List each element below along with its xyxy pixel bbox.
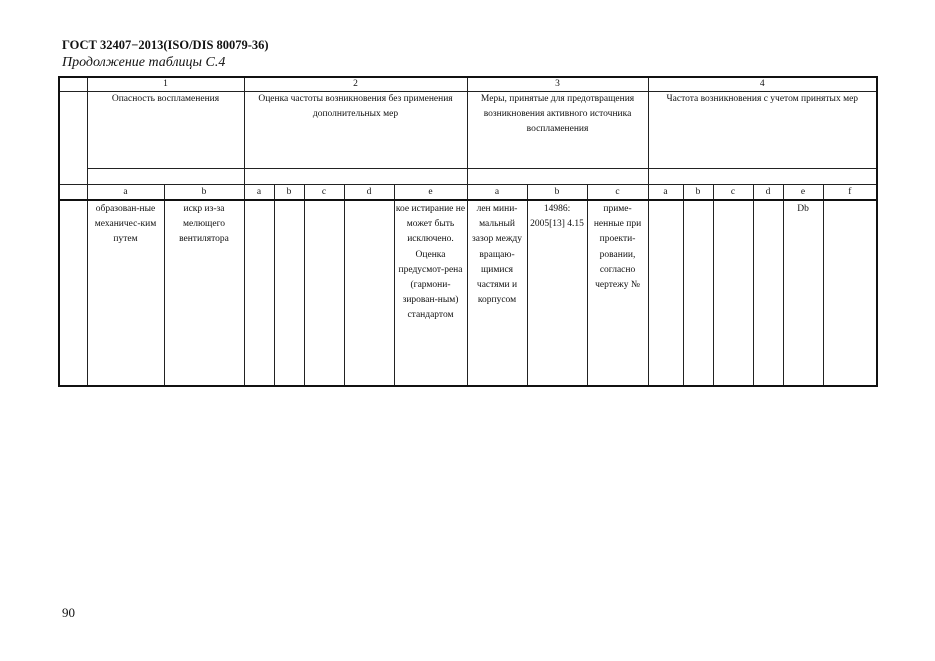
sub-letter: b [274,185,304,201]
sub-letter: a [87,185,164,201]
header-frequency-with-measures: Частота возникновения с учетом принятых мер [648,92,877,169]
cell-freq-after-e: Db [783,200,823,386]
sub-letter: a [648,185,683,201]
cell-freq-a [244,200,274,386]
sub-letter: c [713,185,753,201]
cell-freq-after-a [648,200,683,386]
sub-letter: b [527,185,587,201]
cell-freq-b [274,200,304,386]
cell-freq-d [344,200,394,386]
cell-hazard-a: образован-ные механичес-ким путем [87,200,164,386]
sub-letter: e [394,185,467,201]
cell-freq-e: кое истирание не может быть исключено. Оценка предусмот-рена (гармони-зирован-ным) стандартом [394,200,467,386]
blank-corner-cell [59,77,87,92]
cell-freq-after-d [753,200,783,386]
sub-letter: a [244,185,274,201]
blank-cell [467,169,648,185]
sub-column-letter-row [59,185,877,201]
blank-left-header-cell [59,92,87,185]
blank-letter-cell [59,185,87,201]
cell-freq-after-c [713,200,753,386]
sub-letter: c [304,185,344,201]
table-continuation-caption: Продолжение таблицы С.4 [62,55,226,70]
header-ignition-hazard: Опасность воспламенения [87,92,244,169]
cell-freq-after-f [823,200,877,386]
column-number-row [59,77,877,92]
cell-measures-b: 14986: 2005[13] 4.15 [527,200,587,386]
sub-letter: c [587,185,648,201]
cell-measures-a: лен мини-мальный зазор между вращаю-щимися частями и корпусом [467,200,527,386]
sub-letter: d [753,185,783,201]
header-frequency-without-measures: Оценка частоты возникновения без применения дополнительных мер [244,92,467,169]
column-number-2: 2 [244,77,467,92]
document-code: ГОСТ 32407−2013(ISO/DIS 80079-36) [62,38,269,52]
cell-freq-c [304,200,344,386]
sub-letter: b [164,185,244,201]
cell-freq-after-b [683,200,713,386]
group-header-row [59,92,877,169]
header-measures-taken: Меры, принятые для предотвращения возникновения активного источника воспламенения [467,92,648,169]
table-row [59,200,877,386]
sub-letter: b [683,185,713,201]
page-number: 90 [62,605,75,620]
blank-row-cell [59,200,87,386]
column-number-1: 1 [87,77,244,92]
column-number-4: 4 [648,77,877,92]
sub-letter: e [783,185,823,201]
cell-measures-c: приме-ненные при проекти-ровании, согласно чертежу № [587,200,648,386]
sub-letter: a [467,185,527,201]
sub-letter: f [823,185,877,201]
column-number-3: 3 [467,77,648,92]
ignition-hazard-table [58,76,878,387]
cell-hazard-b: искр из-за мелющего вентилятора [164,200,244,386]
blank-spacer-row [59,169,877,185]
sub-letter: d [344,185,394,201]
blank-cell [244,169,467,185]
blank-cell [87,169,244,185]
blank-cell [648,169,877,185]
